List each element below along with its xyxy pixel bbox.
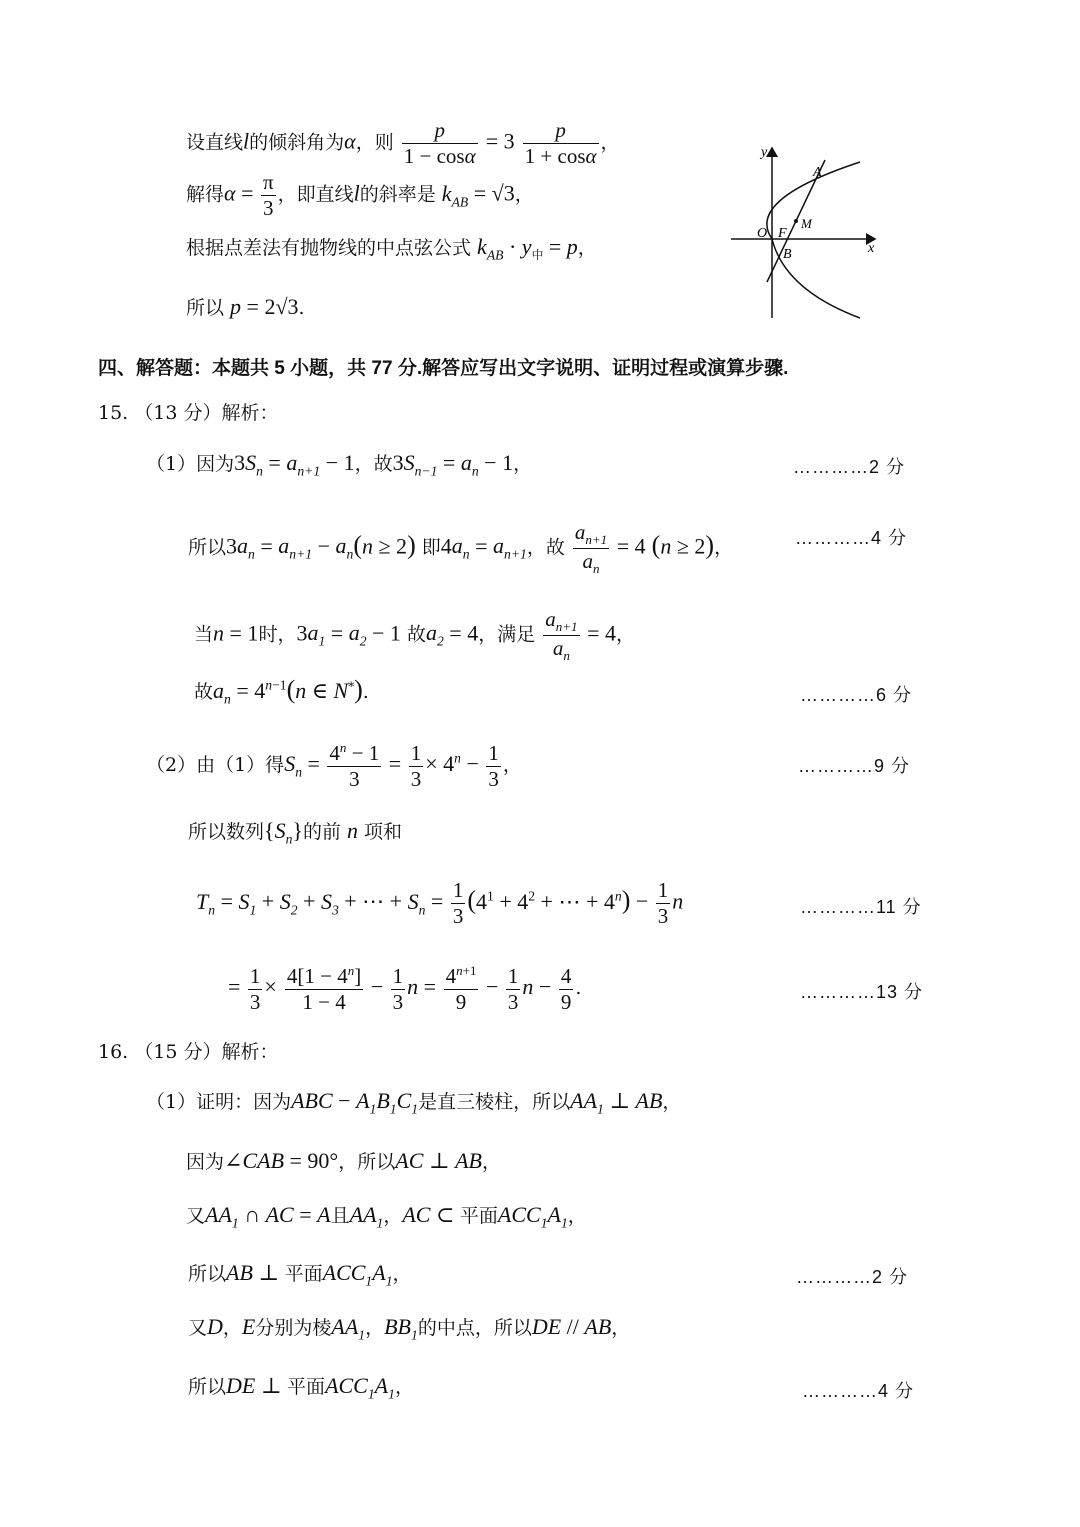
q16-line-1: （1）证明：因为ABC − $A_1B_1C_1$是直三棱柱，所以$AA_1$ ⊥ AB， <box>146 1088 682 1117</box>
q15-points-1: …………2 分 <box>793 457 906 477</box>
q16-line-4: 所以AB ⊥ 平面$ACC_1A_1$， <box>188 1260 412 1289</box>
q15-line-5: （2）由（1）得$S_n$ = $\frac{4^n - 1}{3}$ = $\frac{1}{3}$ × $4^n$ − $\frac{1}{3}$ ， <box>146 740 522 792</box>
q15-line-3: 当n = 1时，$3a_1 = a_2 - 1$ 故$a_2 = 4$，满足 $\frac{a_{n+1}}{a_n}$ = 4， <box>194 607 635 663</box>
q15-header: 15. （13 分）解析： <box>98 402 279 424</box>
q15-points-4: …………6 分 <box>800 685 913 705</box>
fig-label-M: M <box>801 216 812 231</box>
prev-line-3: 根据点差法有抛物线的中点弦公式 $k_{AB} \cdot y_中 = p$， <box>186 234 597 263</box>
q15-line-1: （1）因为$3S_n = a_{n+1} - 1$，故$3S_{n-1} = a_n - 1$， <box>146 450 533 479</box>
fig-label-y: y <box>761 145 768 160</box>
q16-line-3: 又$AA_1$ ∩ AC = A且$AA_1$，AC ⊂ 平面$ACC_1A_1$， <box>186 1202 587 1231</box>
q15-points-8: …………13 分 <box>800 982 924 1002</box>
q16-line-2: 因为∠CAB = 90°，所以AC ⊥ AB， <box>186 1148 501 1173</box>
q16-points-6: …………4 分 <box>802 1381 915 1401</box>
q15-points-2: …………4 分 <box>795 528 908 548</box>
prev-line-2: 解得α = $\frac{\pi}{3}$ ，即直线l的斜率是 $k_{AB} = √3$， <box>186 170 534 221</box>
q15-line-6: 所以数列$\{S_n\}$的前 n 项和 <box>188 818 403 847</box>
fig-label-F: F <box>778 226 787 241</box>
q16-line-6: 所以DE ⊥ 平面$ACC_1A_1$， <box>188 1373 414 1402</box>
parabola-figure <box>725 140 890 325</box>
q15-points-5: …………9 分 <box>798 756 911 776</box>
fig-label-x: x <box>868 241 875 256</box>
q15-line-4: 故$a_n = 4^{n-1}(n$ ∈ N*). <box>194 675 369 707</box>
q15-line-2: 所以$3a_n = a_{n+1} - a_n(n \ge 2)$ 即$4a_n = a_{n+1}$，故 $\frac{a_{n+1}}{a_n}$ = 4 (n ≥ 2)， <box>188 520 734 576</box>
prev-line-4: 所以 p = 2√3. <box>186 294 305 319</box>
prev-line-1: 设直线l的倾斜角为α，则 $\frac{p}{1 - \cos\alpha}$ = 3 $\frac{p}{1 + \cos\alpha}$ ， <box>186 118 620 169</box>
fig-label-A: A <box>813 165 822 180</box>
section-heading: 四、解答题：本题共 5 小题，共 77 分.解答应写出文字说明、证明过程或演算步骤. <box>98 358 789 379</box>
q16-points-4: …………2 分 <box>796 1267 909 1287</box>
fig-label-B: B <box>783 247 792 262</box>
q15-line-8: = $\frac{1}{3}$ × $\frac{4[1 - 4^n]}{1 - 4}$ − $\frac{1}{3}$ n = $\frac{4^{n+1}}{9}$ − $\frac{1}{3}$ n − $\frac{4}{9}$ . <box>228 963 582 1015</box>
fig-label-O: O <box>757 226 768 241</box>
q15-points-7: …………11 分 <box>800 897 922 917</box>
q16-header: 16. （15 分）解析： <box>98 1041 279 1063</box>
q16-line-5: 又D，E分别为棱$AA_1$，$BB_1$的中点，所以DE // AB， <box>188 1314 631 1343</box>
q15-line-7: $T_n = S_1 + S_2 + S_3$ + ⋯ + $S_n$ = $\frac{1}{3}$ ($4^1 + 4^2$ + ⋯ + $4^n$) − $\frac{1}{3}$ n <box>196 878 684 929</box>
